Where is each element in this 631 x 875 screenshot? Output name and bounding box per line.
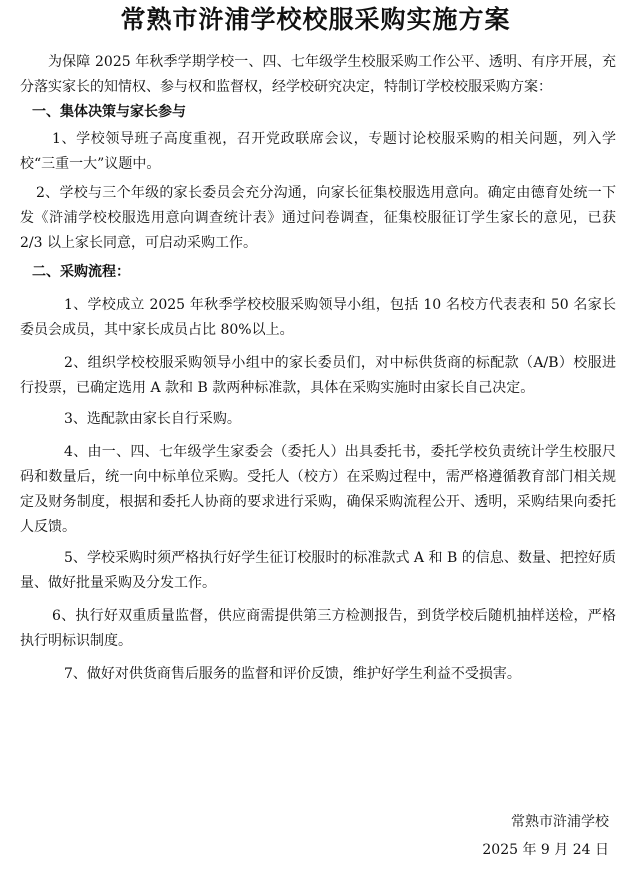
document-body <box>20 50 616 687</box>
signature-school: 常熟市浒浦学校 <box>511 814 609 830</box>
section2-item-2: 2、组织学校校服采购领导小组中的家长委员们，对中标供货商的标配款（A/B）校服进行投票，已确定选用 A 款和 B 款两种标准款，具体在采购实施时由家长自己决定。 <box>20 355 616 396</box>
section2-item-4: 4、由一、四、七年级学生家委会（委托人）出具委托书，委托学校负责统计学生校服尺码和数量后，统一向中标单位采购。受托人（校方）在采购过程中，需严格遵循教育部门相关规定及财务制度，根据和委托人协商的要求进行采购，确保采购流程公开、透明，采购结果向委托人反馈。 <box>20 444 616 535</box>
section-heading-collective-decision: 一、集体决策与家长参与 <box>32 104 186 120</box>
section1-item-2: 2、学校与三个年级的家长委员会充分沟通，向家长征集校服选用意向。确定由德育处统一下发《浒浦学校校服选用意向调查统计表》通过问卷调查，征集校服征订学生家长的意见，已获 2/3 以上家长同意，可启动采购工作。 <box>20 185 616 251</box>
section2-item-3: 3、选配款由家长自行采购。 <box>64 411 241 427</box>
section-heading-procurement-process: 二、采购流程： <box>32 264 130 280</box>
section2-item-1: 1、学校成立 2025 年秋季学校校服采购领导小组，包括 10 名校方代表表和 50 名家长委员会成员，其中家长成员占比 80%以上。 <box>20 297 616 338</box>
section2-item-5: 5、学校采购时须严格执行好学生征订校服时的标准款式 A 和 B 的信息、数量、把控好质量、做好批量采购及分发工作。 <box>20 550 616 591</box>
intro-paragraph: 为保障 2025 年秋季学期学校一、四、七年级学生校服采购工作公平、透明、有序开展，充分落实家长的知情权、参与权和监督权，经学校研究决定，特制订学校校服采购方案： <box>20 54 616 95</box>
signature-date: 2025 年 9 月 24 日 <box>482 842 609 858</box>
section2-item-7: 7、做好对供货商售后服务的监督和评价反馈，维护好学生利益不受损害。 <box>64 666 521 682</box>
document-title: 常熟市浒浦学校校服采购实施方案 <box>120 5 511 34</box>
signature-block <box>482 808 609 864</box>
section1-item-1: 1、学校领导班子高度重视，召开党政联席会议，专题讨论校服采购的相关问题，列入学校“三重一大”议题中。 <box>20 131 616 172</box>
section2-item-6: 6、执行好双重质量监督，供应商需提供第三方检测报告，到货学校后随机抽样送检，严格执行明标识制度。 <box>20 608 616 649</box>
